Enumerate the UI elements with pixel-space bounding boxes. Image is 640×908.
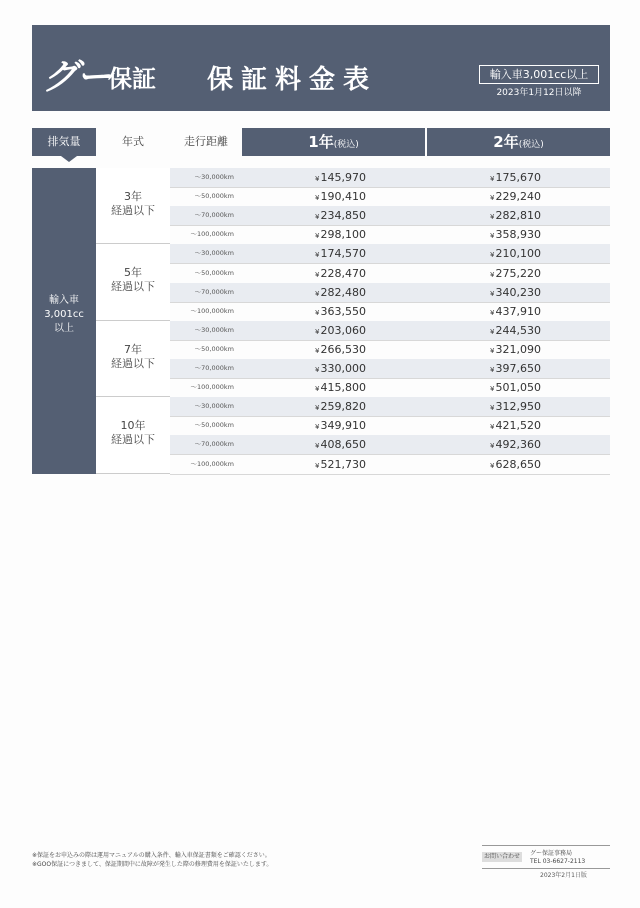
displacement-column [32,168,96,474]
distance-cell: ～70,000km [194,211,234,220]
table-row [170,321,610,341]
year-group-line: 経過以下 [111,204,155,217]
price-value: 298,100 [320,228,366,242]
yen-symbol: ¥ [315,175,320,183]
price-2-year [490,244,580,263]
distance-cell: ～70,000km [194,364,234,372]
table-row [170,244,610,264]
yen-symbol: ¥ [490,232,495,241]
price-2-year [490,435,580,454]
distance-cell: ～30,000km [194,325,234,334]
table-row [170,378,610,398]
distance-cell: ～30,000km [194,249,234,258]
table-row [170,302,610,322]
header-displacement: 排気量 [32,128,96,156]
yen-symbol: ¥ [315,385,320,394]
price-2-year [490,340,580,359]
table-row [170,416,610,436]
price-2-year [490,264,580,283]
table-row [170,455,610,475]
price-1-year [315,206,405,225]
table-row [170,435,610,455]
price-value: 330,000 [320,362,366,375]
price-1-year [315,397,405,416]
price-value: 259,820 [320,400,366,414]
yen-symbol: ¥ [490,442,495,451]
header-distance: 走行距離 [184,135,228,148]
price-value: 363,550 [320,304,366,318]
table-row [170,283,610,303]
price-2-year [490,378,580,397]
yen-symbol: ¥ [490,308,495,317]
distance-cell: ～30,000km [194,402,234,411]
table-row [170,225,610,245]
footer-note: ※保証をお申込みの際は運用マニュアルの購入条件、輸入車保証書類をご確認ください。 [32,852,271,859]
footer-note: ※GOO保証につきまして、保証期間中に故障が発生した際の修理費用を保証いたします。 [32,861,273,868]
price-value: 234,850 [320,209,366,223]
price-1-year [315,168,405,187]
yen-symbol: ¥ [490,461,495,470]
distance-cell: ～100,000km [190,230,234,239]
header-pointer [61,156,77,162]
yen-symbol: ¥ [490,213,495,222]
price-value: 229,240 [495,190,541,204]
brand-logo: グー [42,57,111,98]
displacement-line: 輸入車 [49,295,79,306]
table-row [170,206,610,226]
price-2-year [490,397,580,416]
distance-cell: ～30,000km [194,173,234,181]
price-1-year [315,264,405,283]
price-value: 228,470 [320,266,366,280]
header-year: 年式 [122,135,144,148]
yen-symbol: ¥ [315,461,320,470]
header-1-year [242,128,425,156]
contact-box [482,845,610,869]
price-value: 397,650 [495,362,541,375]
price-value: 628,650 [495,457,541,471]
price-value: 282,810 [495,209,541,223]
price-2-year [490,206,580,225]
year-group-label [96,321,170,397]
price-2-year [490,225,580,244]
distance-cell: ～100,000km [190,383,234,392]
yen-symbol: ¥ [315,366,320,374]
price-2-year [490,416,580,435]
header-2-year [427,128,610,156]
distance-cell: ～50,000km [194,192,234,201]
yen-symbol: ¥ [490,289,495,298]
price-1-year [315,187,405,206]
contact-label: お問い合わせ [483,853,520,860]
category-badge: 輸入車3,001cc以上 [479,65,599,84]
year-group-line: 経過以下 [111,280,155,294]
price-value: 190,410 [320,190,366,204]
price-2-year [490,321,580,340]
price-2-year [490,359,580,378]
price-value: 340,230 [495,285,541,299]
year-group-label [96,168,170,244]
price-value: 275,220 [495,266,541,280]
distance-cell: ～100,000km [190,306,234,315]
yen-symbol: ¥ [315,346,320,355]
price-value: 349,910 [320,419,366,433]
price-value: 282,480 [320,285,366,299]
price-1-year [315,283,405,302]
price-2-year [490,168,580,187]
price-1-year [315,435,405,454]
yen-symbol: ¥ [490,270,495,279]
yen-symbol: ¥ [315,308,320,317]
yen-symbol: ¥ [315,404,320,413]
price-value: 244,530 [495,323,541,337]
yen-symbol: ¥ [490,175,495,183]
price-value: 210,100 [495,247,541,261]
header-2-year-label: 2年 [493,133,519,151]
price-value: 203,060 [320,323,366,337]
yen-symbol: ¥ [490,194,495,203]
year-group-line: 経過以下 [111,433,155,447]
yen-symbol: ¥ [315,251,320,260]
price-value: 321,090 [495,342,541,356]
year-group-line: 経過以下 [111,356,155,370]
price-2-year [490,283,580,302]
price-value: 174,570 [320,247,366,261]
price-value: 415,800 [320,381,366,395]
contact-tel: TEL 03-6627-2113 [530,858,586,865]
distance-cell: ～100,000km [190,459,234,468]
price-value: 358,930 [495,228,541,242]
table-row [170,168,610,188]
yen-symbol: ¥ [490,366,495,374]
price-value: 145,970 [320,171,366,184]
year-group-line: 7年 [124,342,142,356]
yen-symbol: ¥ [315,423,320,432]
yen-symbol: ¥ [490,327,495,336]
displacement-line: 以上 [54,323,74,334]
price-value: 521,730 [320,457,366,471]
yen-symbol: ¥ [315,327,320,336]
effective-date: 2023年1月12日以降 [496,88,582,98]
distance-cell: ～50,000km [194,344,234,353]
page-title: 保証料金表 [207,65,378,95]
year-group-line: 5年 [124,266,142,280]
price-1-year [315,359,405,378]
price-value: 437,910 [495,304,541,318]
table-row [170,397,610,417]
year-group-line: 3年 [124,190,142,203]
yen-symbol: ¥ [315,270,320,279]
price-1-year [315,455,405,474]
price-1-year [315,225,405,244]
distance-cell: ～50,000km [194,268,234,277]
year-group-label [96,397,170,473]
table-row [170,264,610,284]
header-banner [32,25,610,111]
header-2-year-tax: (税込) [518,140,544,150]
price-value: 501,050 [495,381,541,395]
price-2-year [490,302,580,321]
price-value: 312,950 [495,400,541,414]
yen-symbol: ¥ [490,346,495,355]
year-group-label [96,244,170,320]
yen-symbol: ¥ [490,385,495,394]
yen-symbol: ¥ [490,251,495,260]
yen-symbol: ¥ [315,442,320,451]
price-value: 492,360 [495,438,541,452]
displacement-line: 3,001cc [44,309,84,320]
price-2-year [490,455,580,474]
contact-company: グー保証事務局 [530,850,573,857]
yen-symbol: ¥ [315,213,320,222]
price-value: 421,520 [495,419,541,433]
table-row [170,359,610,379]
header-1-year-label: 1年 [308,133,334,151]
distance-cell: ～70,000km [194,440,234,449]
yen-symbol: ¥ [315,194,320,203]
price-value: 175,670 [495,171,541,184]
price-1-year [315,378,405,397]
price-1-year [315,302,405,321]
price-2-year [490,187,580,206]
issue-date: 2023年2月1日版 [540,872,587,879]
distance-cell: ～50,000km [194,421,234,430]
price-value: 266,530 [320,342,366,356]
price-value: 408,650 [320,438,366,452]
distance-cell: ～70,000km [194,287,234,296]
yen-symbol: ¥ [490,404,495,413]
yen-symbol: ¥ [315,232,320,241]
footer-notes [32,851,362,869]
price-1-year [315,244,405,263]
yen-symbol: ¥ [490,423,495,432]
header-1-year-tax: (税込) [333,140,359,150]
price-1-year [315,321,405,340]
brand-logo-sub: 保証 [108,65,156,93]
year-group-line: 10年 [120,419,146,433]
table-row [170,340,610,360]
price-1-year [315,416,405,435]
price-1-year [315,340,405,359]
table-row [170,187,610,207]
yen-symbol: ¥ [315,289,320,298]
